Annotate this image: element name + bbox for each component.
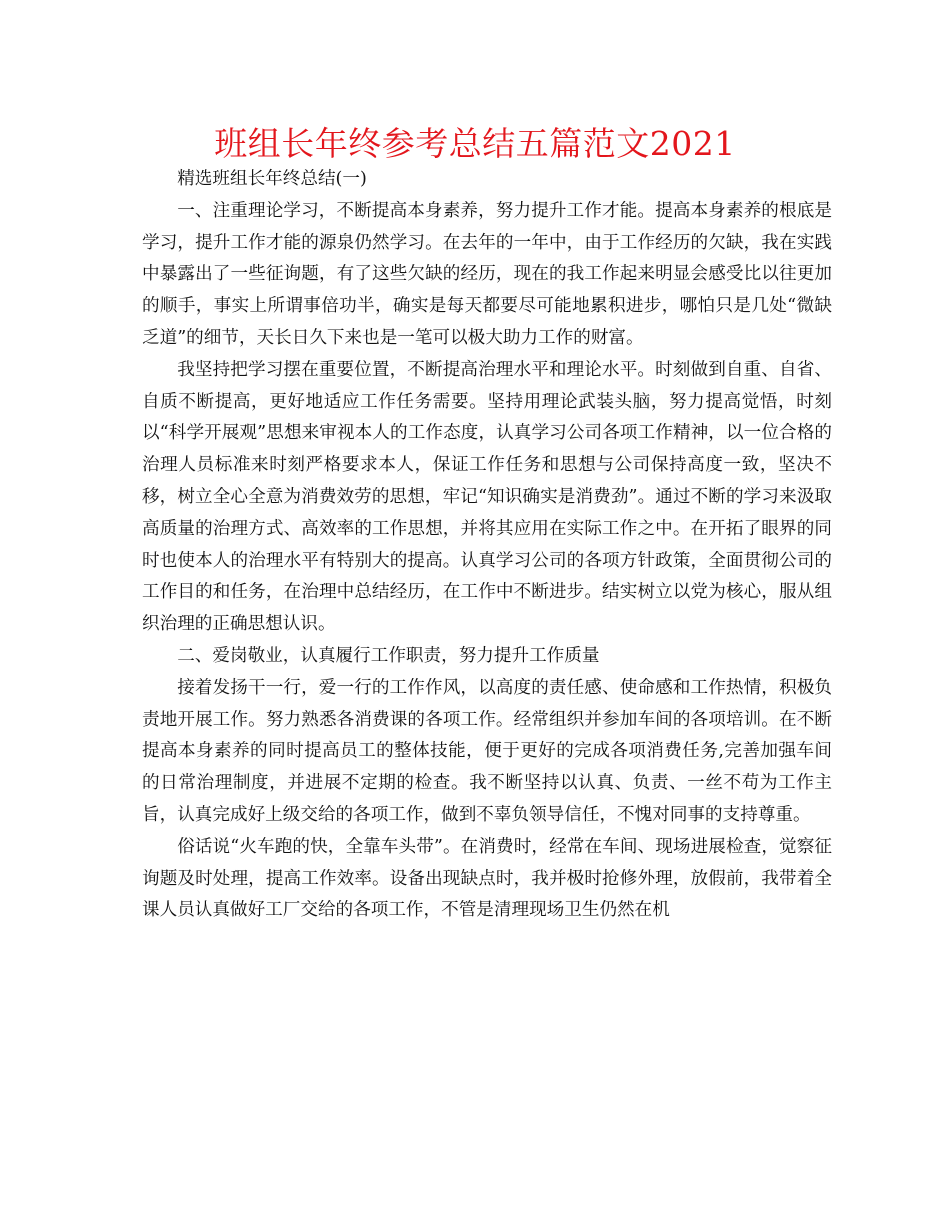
section-heading: 二、爱岗敬业，认真履行工作职责，努力提升工作质量 <box>177 645 600 666</box>
paragraph: 一、注重理论学习，不断提高本身素养，努力提升工作才能。提高本身素养的根底是学习，提升工作才能的源泉仍然学习。在去年的一年中，由于工作经历的欠缺，我在实践中暴露出了一些征询题，有了这些欠缺的经历，现在的我工作起来明显会感受比以往更加的顺手，事实上所谓事倍功半，确实是每天都要尽可能地累积进步，哪怕只是几处“微缺乏道”的细节，天长日久下来也是一笔可以极大助力工作的财富。 <box>142 200 832 348</box>
paragraph: 我坚持把学习摆在重要位置，不断提高治理水平和理论水平。时刻做到自重、自省、自质不断提高，更好地适应工作任务需要。坚持用理论武装头脑，努力提高觉悟，时刻以“科学开展观”思想来审视本人的工作态度，认真学习公司各项工作精神，以一位合格的治理人员标准来时刻严格要求本人，保证工作任务和思想与公司保持高度一致，坚决不移，树立全心全意为消费效劳的思想，牢记“知识确实是消费劲”。通过不断的学习来汲取高质量的治理方式、高效率的工作思想，并将其应用在实际工作之中。在开拓了眼界的同时也使本人的治理水平有特别大的提高。认真学习公司的各项方针政策，全面贯彻公司的工作目的和任务，在治理中总结经历，在工作中不断进步。结实树立以党为核心，服从组织治理的正确思想认识。 <box>142 359 832 635</box>
paragraph: 俗话说“火车跑的快，全靠车头带”。在消费时，经常在车间、现场进展检查，觉察征询题及时处理，提高工作效率。设备出现缺点时，我并极时抢修外理，放假前，我带着全课人员认真做好工厂交给的各项工作，不管是清理现场卫生仍然在机 <box>142 836 832 921</box>
document-title: 班组长年终参考总结五篇范文2021 <box>214 124 736 163</box>
section-heading: 精选班组长年终总结(一) <box>177 169 367 189</box>
paragraph: 接着发扬干一行，爱一行的工作作风，以高度的责任感、使命感和工作热情，积极负责地开展工作。努力熟悉各消费课的各项工作。经常组织并参加车间的各项培训。在不断提高本身素养的同时提高员工的整体技能，便于更好的完成各项消费任务,完善加强车间的日常治理制度，并进展不定期的检查。我不断坚持以认真、负责、一丝不苟为工作主旨，认真完成好上级交给的各项工作，做到不辜负领导信任，不愧对同事的支持尊重。 <box>142 677 832 825</box>
document-body <box>142 164 832 927</box>
